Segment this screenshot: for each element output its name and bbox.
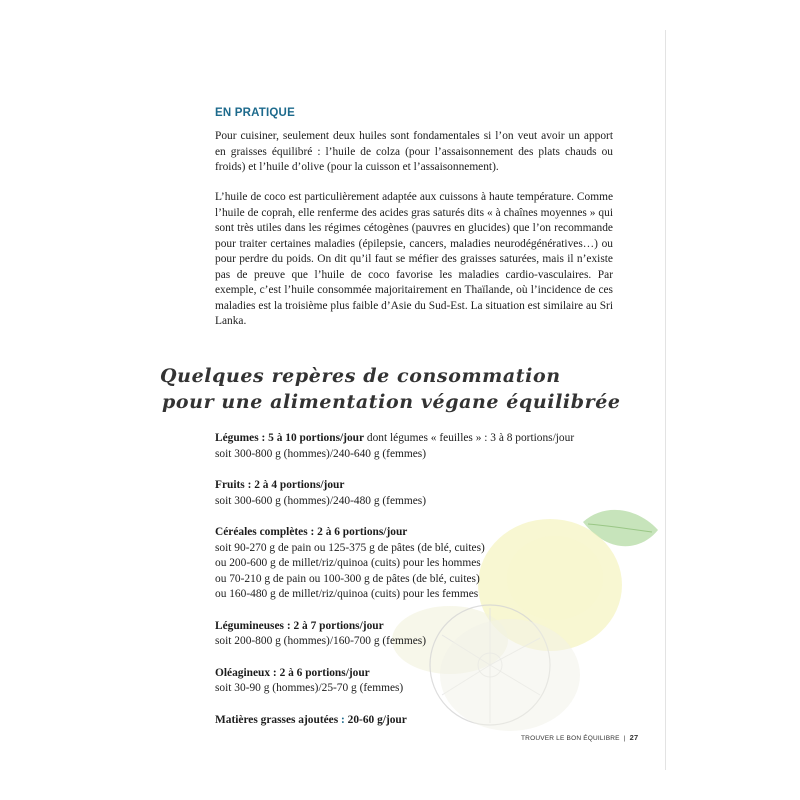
- guide-item-cereales: [215, 525, 655, 603]
- item-separator: :: [338, 713, 348, 726]
- guide-title: [160, 363, 621, 415]
- guide-item-legumineuses: [215, 619, 655, 650]
- guide-item-legumes: [215, 431, 655, 462]
- running-title: TROUVER LE BON ÉQUILIBRE: [521, 735, 620, 742]
- item-label: Fruits: [215, 479, 245, 491]
- item-separator: :: [283, 619, 294, 632]
- footer-separator: |: [623, 735, 626, 742]
- item-tail: dont légumes « feuilles » : 3 à 8 portions/jour: [364, 432, 575, 444]
- section-heading: EN PRATIQUE: [215, 107, 295, 119]
- item-detail: soit 90-270 g de pain ou 125-375 g de pâtes (de blé, cuites): [215, 541, 485, 554]
- item-detail: ou 160-480 g de millet/riz/quinoa (cuits) pour les femmes: [215, 588, 479, 600]
- page-number: 27: [629, 733, 639, 742]
- item-separator: :: [270, 666, 280, 679]
- item-amount: 20-60 g/jour: [347, 713, 407, 726]
- item-detail: soit 30-90 g (hommes)/25-70 g (femmes): [215, 682, 404, 694]
- consumption-guide: [215, 431, 655, 744]
- item-separator: :: [244, 479, 255, 491]
- item-separator: :: [307, 526, 318, 538]
- item-label: Légumes: [215, 432, 259, 444]
- paragraph-2: L’huile de coco est particulièrement adaptée aux cuissons à haute température. Comme l’huile de coprah, elle renferme des acides gras saturés dits « à chaînes moyennes » qui sont très utiles dans les régimes cétogènes (pauvres en glucides) que l’on recommande pour traiter certaines maladies (épilepsie, cancers, maladies neurodégénératives…) ou pour perdre du poids. On dit qu’il faut se méfier des graisses saturées, mais il n’existe pas de preuve que l’huile de coco favorise les maladies cardio-vasculaires. Par exemple, c’est l’huile consommée majoritairement en Thaïlande, où l’incidence de ces maladies est la troisième plus faible d’Asie du Sud-Est. La situation est similaire au Sri Lanka.: [215, 191, 613, 327]
- paragraph-1: Pour cuisiner, seulement deux huiles sont fondamentales si l’on veut avoir un apport en graisses équilibré : l’huile de colza (pour l’assaisonnement des plats chauds ou froids) et l’huile d’olive (pour la cuisson et l’assaisonnement).: [215, 130, 613, 173]
- item-detail: ou 200-600 g de millet/riz/quinoa (cuits) pour les hommes: [215, 557, 481, 569]
- item-detail: ou 70-210 g de pain ou 100-300 g de pâtes (de blé, cuites): [215, 572, 480, 585]
- guide-title-line: Quelques repères de consommation: [160, 365, 561, 387]
- item-label: Céréales complètes: [215, 526, 308, 538]
- guide-title-line: pour une alimentation végane équilibrée: [162, 391, 621, 413]
- item-separator: :: [258, 432, 269, 444]
- item-amount: 5 à 10 portions/jour: [268, 432, 365, 444]
- item-amount: 2 à 7 portions/jour: [293, 619, 384, 632]
- item-detail: soit 300-600 g (hommes)/240-480 g (femmes): [215, 494, 427, 507]
- item-label: Oléagineux: [215, 666, 271, 679]
- item-detail: soit 300-800 g (hommes)/240-640 g (femmes): [215, 447, 427, 460]
- item-amount: 2 à 6 portions/jour: [279, 666, 370, 679]
- guide-item-matieres-grasses: [215, 713, 655, 729]
- page-footer: [521, 733, 638, 742]
- item-amount: 2 à 6 portions/jour: [317, 526, 408, 538]
- item-amount: 2 à 4 portions/jour: [254, 479, 345, 491]
- item-label: Matières grasses ajoutées: [215, 713, 339, 726]
- item-detail: soit 200-800 g (hommes)/160-700 g (femmes): [215, 635, 427, 647]
- item-label: Légumineuses: [215, 619, 284, 632]
- guide-item-oleagineux: [215, 666, 655, 697]
- guide-item-fruits: [215, 478, 655, 509]
